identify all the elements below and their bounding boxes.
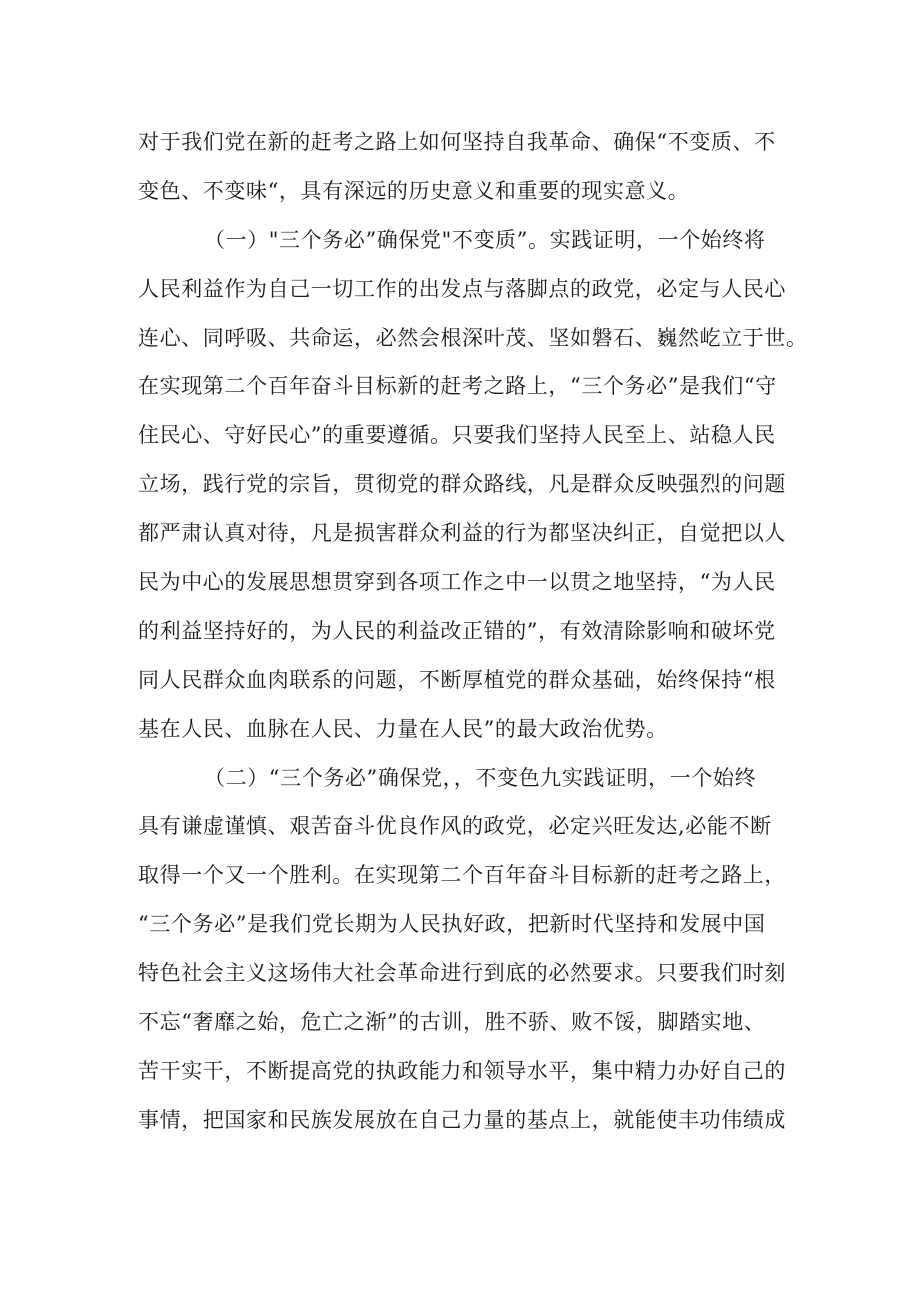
- text-line: 民为中心的发展思想贯穿到各项工作之中一以贯之地坚持，“为人民: [138, 570, 776, 595]
- text-line: “三个务必”是我们党长期为人民执好政，把新时代坚持和发展中国: [138, 912, 766, 937]
- text-line: 同人民群众血肉联系的问题，不断厚植党的群众基础，始终保持“根: [138, 667, 776, 692]
- text-line: 人民利益作为自己一切工作的出发点与落脚点的政党，必定与人民心: [138, 276, 786, 301]
- text-line: 取得一个又一个胜利。在实现第二个百年奋斗目标新的赶考之路上，: [138, 863, 786, 888]
- section-heading-line: （二）“三个务必”确保党，，不变色九实践证明，一个始终: [204, 765, 757, 790]
- text-line: 具有谦虚谨慎、艰苦奋斗优良作风的政党，必定兴旺发达,必能不断: [138, 814, 772, 839]
- text-line: 的利益坚持好的，为人民的利益改正错的”，有效清除影响和破坏党: [138, 618, 776, 643]
- text-line: 立场，践行党的宗旨，贯彻党的群众路线，凡是群众反映强烈的问题: [138, 472, 786, 497]
- text-line: 不忘“奢靡之始，危亡之渐”的古训，胜不骄、败不馁，脚踏实地、: [138, 1010, 766, 1035]
- text-line: 变色、不变味“，具有深远的历史意义和重要的现实意义。: [138, 178, 690, 203]
- text-line: 事情，把国家和民族发展放在自己力量的基点上，就能使丰功伟绩成: [138, 1107, 786, 1132]
- text-line: 都严肃认真对待，凡是损害群众利益的行为都坚决纠正，自觉把以人: [138, 521, 786, 546]
- text-line: 特色社会主义这场伟大社会革命进行到底的必然要求。只要我们时刻: [138, 961, 786, 986]
- text-line: 在实现第二个百年奋斗目标新的赶考之路上，“三个务必”是我们“守: [138, 374, 777, 399]
- body-text: [138, 118, 808, 1145]
- text-line: 苦干实干，不断提高党的执政能力和领导水平，集中精力办好自己的: [138, 1058, 786, 1083]
- text-line: 连心、同呼吸、共命运，必然会根深叶茂、坚如磐石、巍然屹立于世。: [138, 325, 808, 350]
- text-line: 对于我们党在新的赶考之路上如何坚持自我革命、确保“不变质、不: [138, 130, 776, 154]
- text-line: 住民心、守好民心”的重要遵循。只要我们坚持人民至上、站稳人民: [138, 423, 776, 448]
- section-heading-line: （一）"三个务必”确保党"不变质”。实践证明，一个始终将: [204, 227, 766, 252]
- text-line: 基在人民、血脉在人民、力量在人民”的最大政治优势。: [138, 716, 668, 741]
